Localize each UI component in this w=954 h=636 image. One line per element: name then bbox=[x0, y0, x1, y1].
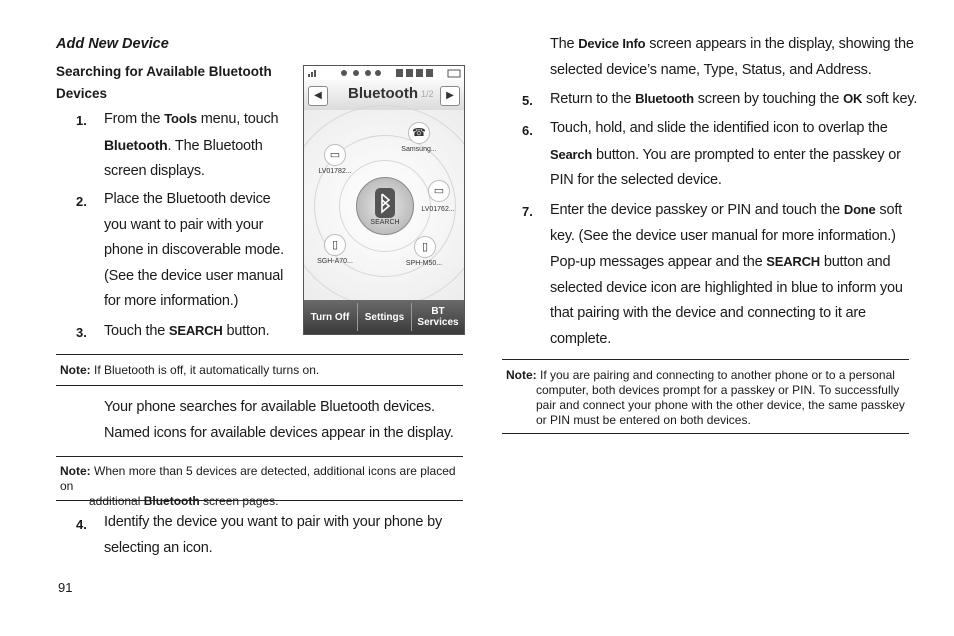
computer-device-icon[interactable]: ▭ bbox=[324, 144, 346, 166]
step-number: 6. bbox=[522, 123, 533, 138]
text: From the bbox=[104, 111, 165, 127]
step-number: 7. bbox=[522, 204, 533, 219]
text: screen appears in the display, showing the bbox=[645, 36, 914, 52]
note-divider bbox=[502, 433, 909, 434]
text: button and bbox=[820, 254, 891, 270]
text: screen displays. bbox=[104, 163, 205, 179]
section-heading: Add New Device bbox=[56, 36, 169, 52]
text: that pairing with the device and connecting to it are bbox=[550, 305, 866, 321]
text: phone in discoverable mode. bbox=[104, 242, 284, 258]
computer-device-icon[interactable]: ▭ bbox=[428, 180, 450, 202]
note-text: If Bluetooth is off, it automatically turns on. bbox=[90, 363, 320, 377]
tools-term: Tools bbox=[164, 111, 197, 126]
status-icons bbox=[304, 66, 464, 80]
note-2 bbox=[60, 464, 464, 509]
text: Return to the bbox=[550, 91, 636, 107]
text: Your phone searches for available Bluetooth devices. bbox=[104, 399, 435, 415]
text: key. (See the device user manual for more information.) bbox=[550, 227, 896, 244]
bluetooth-term: Bluetooth bbox=[635, 91, 694, 106]
text: selecting an icon. bbox=[104, 539, 213, 556]
note-divider bbox=[502, 359, 909, 360]
note-3 bbox=[506, 368, 910, 428]
step-4-text bbox=[104, 510, 464, 561]
search-button[interactable] bbox=[356, 177, 414, 235]
step-7-text bbox=[550, 197, 920, 352]
note-text: When more than 5 devices are detected, additional icons are placed on bbox=[60, 464, 456, 493]
note-label: Note: bbox=[60, 464, 91, 478]
text: button. bbox=[222, 323, 270, 339]
note-text: screen pages. bbox=[199, 494, 279, 508]
text: Touch the bbox=[104, 323, 169, 339]
device-label: SGH-A70... bbox=[317, 258, 353, 265]
phone-device-icon[interactable]: ☎ bbox=[408, 122, 430, 144]
page-indicator: 1/2 bbox=[421, 89, 434, 99]
search-button-label: SEARCH bbox=[370, 219, 400, 226]
step-2-text bbox=[104, 187, 294, 315]
device-label: LV01762... bbox=[421, 206, 455, 213]
prev-page-button[interactable]: ◀ bbox=[308, 86, 328, 106]
settings-softkey[interactable]: Settings bbox=[364, 311, 405, 323]
device-info-paragraph bbox=[550, 31, 920, 83]
page-number: 91 bbox=[58, 580, 73, 595]
note-divider bbox=[56, 354, 463, 355]
device-label: SPH-M50... bbox=[405, 260, 443, 267]
device-label: Samsung... bbox=[401, 146, 437, 153]
text: Enter the device passkey or PIN and touch the bbox=[550, 202, 844, 218]
text: soft bbox=[875, 202, 902, 218]
phone-screenshot bbox=[303, 65, 465, 335]
step-number: 3. bbox=[76, 325, 87, 340]
bluetooth-term: Bluetooth bbox=[143, 494, 200, 508]
text: for more information.) bbox=[104, 293, 239, 309]
ok-term: OK bbox=[843, 91, 863, 106]
device-radar bbox=[304, 110, 464, 300]
device-info-term: Device Info bbox=[578, 36, 646, 51]
bluetooth-term: Bluetooth bbox=[104, 136, 168, 153]
bt-services-softkey[interactable] bbox=[412, 300, 464, 334]
step-number: 2. bbox=[76, 194, 87, 209]
softkey-label: Services bbox=[417, 317, 459, 328]
text: complete. bbox=[550, 330, 612, 347]
text: Named icons for available devices appear in the display. bbox=[104, 424, 454, 441]
note-divider bbox=[56, 385, 463, 386]
softkey-bar bbox=[304, 300, 464, 334]
search-paragraph bbox=[104, 395, 464, 446]
step-5-text bbox=[550, 86, 920, 113]
note-text: additional bbox=[89, 494, 144, 508]
done-term: Done bbox=[843, 202, 876, 217]
text: selected device’s name, Type, Status, and Address. bbox=[550, 61, 872, 78]
phone-device-icon[interactable]: ▯ bbox=[414, 236, 436, 258]
note-label: Note: bbox=[60, 363, 91, 377]
note-1 bbox=[60, 363, 460, 378]
text: The bbox=[550, 36, 579, 52]
step-number: 1. bbox=[76, 113, 87, 128]
note-text: pair and connect your phone with the other device, the same passkey bbox=[536, 398, 905, 412]
phone-device-icon[interactable]: ▯ bbox=[324, 234, 346, 256]
note-text: or PIN must be entered on both devices. bbox=[536, 413, 751, 427]
text: selected device icon are highlighted in blue to inform you bbox=[550, 279, 903, 296]
step-number: 5. bbox=[522, 93, 533, 108]
search-term: SEARCH bbox=[766, 254, 820, 269]
text: you want to pair with your bbox=[104, 216, 264, 233]
subsection-heading-line: Devices bbox=[56, 86, 108, 101]
next-page-button[interactable]: ▶ bbox=[440, 86, 460, 106]
phone-screen-title: Bluetooth bbox=[348, 85, 418, 102]
text: (See the device user manual bbox=[104, 267, 284, 284]
search-term: SEARCH bbox=[168, 323, 223, 338]
text: Place the Bluetooth device bbox=[104, 191, 271, 207]
status-bar bbox=[304, 66, 464, 80]
text: Identify the device you want to pair with your phone by bbox=[104, 514, 443, 530]
search-term: Search bbox=[550, 146, 593, 162]
step-6-text bbox=[550, 116, 920, 194]
note-text: computer, both devices prompt for a passkey or PIN. To successfully bbox=[536, 383, 900, 397]
softkey-label: BT bbox=[431, 306, 445, 317]
note-divider bbox=[56, 456, 463, 457]
note-text: If you are pairing and connecting to another phone or to a personal bbox=[536, 368, 895, 382]
subsection-heading bbox=[56, 61, 272, 105]
text: screen by touching the bbox=[693, 91, 844, 107]
text: soft key. bbox=[862, 91, 918, 107]
step-3-text bbox=[104, 318, 269, 345]
text: Pop-up messages appear and the bbox=[550, 254, 767, 270]
note-label: Note: bbox=[506, 368, 537, 382]
note-divider bbox=[56, 500, 463, 501]
subsection-heading-line: Searching for Available Bluetooth bbox=[56, 64, 272, 79]
step-1-text bbox=[104, 106, 294, 185]
text: menu, touch bbox=[196, 111, 279, 127]
step-number: 4. bbox=[76, 517, 87, 532]
text: Touch, hold, and slide the identified icon to overlap the bbox=[550, 120, 888, 136]
turn-off-softkey[interactable]: Turn Off bbox=[310, 311, 350, 323]
text: button. You are prompted to enter the passkey or bbox=[592, 146, 901, 163]
text: PIN for the selected device. bbox=[550, 172, 722, 188]
text: . The Bluetooth bbox=[167, 137, 263, 154]
device-label: LV01782... bbox=[318, 168, 352, 175]
